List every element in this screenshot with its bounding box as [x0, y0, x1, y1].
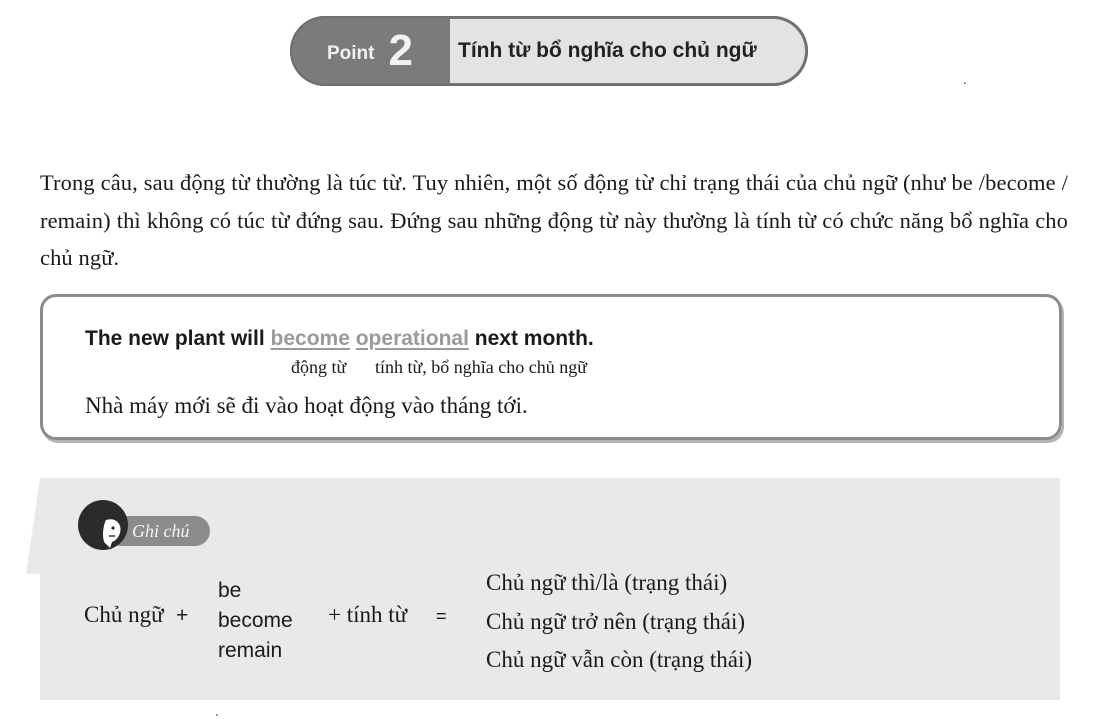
result-be: Chủ ngữ thì/là (trạng thái)	[486, 570, 728, 595]
result-become: Chủ ngữ trở nên (trạng thái)	[486, 608, 746, 634]
scan-speck	[216, 714, 218, 716]
sentence-start: The new plant will	[85, 327, 271, 350]
point-title: Tính từ bổ nghĩa cho chủ ngữ	[450, 19, 805, 83]
note-section	[40, 478, 1060, 700]
verb-remain: remain	[218, 639, 283, 662]
point-number: 2	[388, 26, 413, 75]
intro-paragraph: Trong câu, sau động từ thường là túc từ. Tuy nhiên, một số động từ chỉ trạng thái của chủ ngữ (như be /become / remain) thì không có túc từ đứng sau. Đứng sau những động từ này thường là tính từ có chức năng bổ nghĩa cho chủ ngữ.	[40, 170, 1068, 270]
adjective-gloss: tính từ, bổ nghĩa cho chủ ngữ	[375, 357, 587, 377]
verb-highlight: become	[270, 327, 350, 350]
point-label	[290, 16, 450, 86]
point-word: Point	[327, 43, 375, 64]
formula-subject: Chủ ngữ	[84, 602, 164, 627]
formula-plus: +	[176, 604, 189, 627]
result-list	[486, 564, 752, 680]
formula-plus-adjective: + tính từ	[328, 602, 408, 627]
note-tag	[76, 498, 212, 550]
example-sentence	[85, 327, 594, 351]
result-remain: Chủ ngữ vẫn còn (trạng thái)	[486, 647, 753, 672]
formula-equals: =	[436, 606, 447, 626]
example-box	[40, 294, 1062, 440]
verb-gloss: động từ	[291, 357, 347, 377]
verb-become: become	[218, 609, 293, 632]
verb-list	[218, 576, 293, 666]
verb-be: be	[218, 579, 242, 602]
scan-speck	[964, 82, 966, 84]
point-header	[290, 16, 808, 86]
sentence-end: next month.	[468, 327, 594, 350]
speaking-face-icon	[76, 498, 132, 552]
note-tag-label: Ghi chú	[106, 516, 210, 546]
example-translation: Nhà máy mới sẽ đi vào hoạt động vào tháng tới.	[85, 393, 528, 418]
adjective-highlight: operational	[355, 327, 469, 350]
